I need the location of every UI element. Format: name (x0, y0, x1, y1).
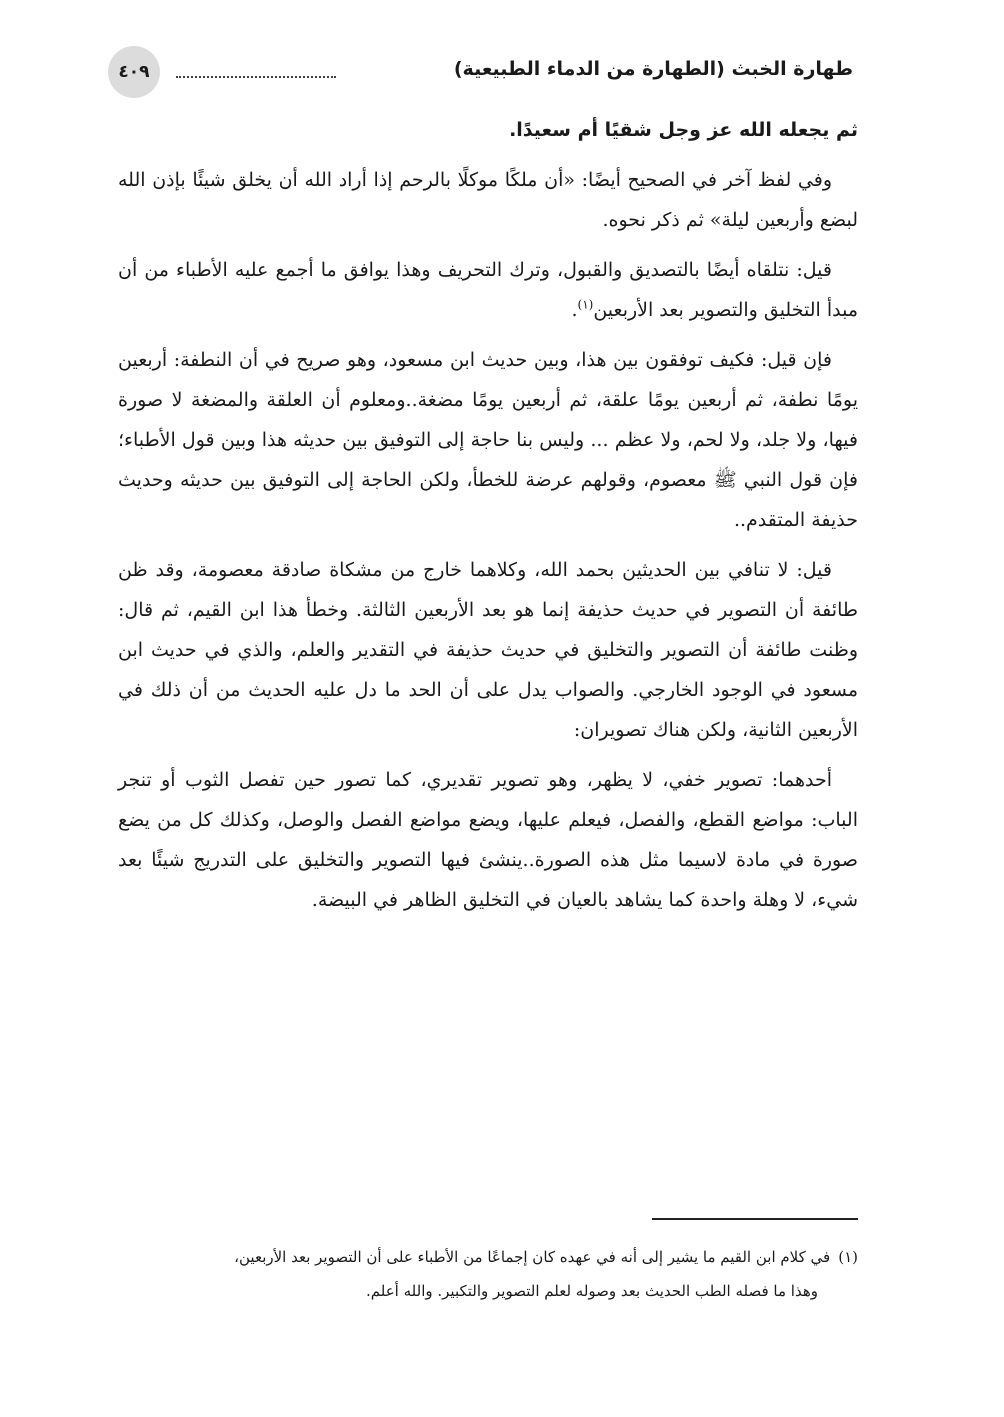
footnote (140, 1240, 858, 1308)
main-text (118, 110, 858, 930)
paragraph: وفي لفظ آخر في الصحيح أيضًا: «أن ملكًا موكلًا بالرحم إذا أراد الله أن يخلق شيئًا بإذن الله لبضع وأربعين ليلة» ثم ذكر نحوه. (118, 169, 858, 231)
footnote-reference[interactable]: (١) (577, 297, 594, 312)
header-leader-dots (176, 76, 336, 78)
footnote-line: وهذا ما فصله الطب الحديث بعد وصوله لعلم التصوير والتكبير. والله أعلم. (366, 1282, 818, 1300)
paragraph-continuation: ثم يجعله الله عز وجل شقيًا أم سعيدًا. (509, 119, 858, 141)
paragraph-text: قيل: نتلقاه أيضًا بالتصديق والقبول، وترك التحريف وهذا يوافق ما أجمع عليه الأطباء من أن مبدأ التخليق والتصوير بعد الأربعين (118, 259, 858, 321)
paragraph: قيل: لا تنافي بين الحديثين بحمد الله، وكلاهما خارج من مشكاة صادقة معصومة، وقد ظن طائفة أن التصوير في حديث حذيفة إنما هو بعد الأربعين الثالثة. وخطأ هذا ابن القيم، ثم قال: وظنت طائفة أن التصوير والتخليق في حديث حذيفة في التقدير والعلم، والذي في حديث ابن مسعود في الوجود الخارجي. والصواب يدل على أن الحد ما دل عليه الحديث من أن ذلك في الأربعين الثانية، ولكن هناك تصويران: (118, 559, 858, 741)
footnote-text: في كلام ابن القيم ما يشير إلى أنه في عهده كان إجماعًا من الأطباء على أن التصوير بعد الأربعين، (234, 1248, 831, 1266)
footnote-line (140, 1240, 858, 1274)
page-header (108, 44, 853, 100)
footnote-marker: (١) (838, 1248, 858, 1266)
paragraph: أحدهما: تصوير خفي، لا يظهر، وهو تصوير تقديري، كما تصور حين تفصل الثوب أو تنجر الباب: مواضع القطع، والفصل، فيعلم عليها، ويضع مواضع الفصل والوصل، وكذلك كل من يضع صورة في مادة لاسيما مثل هذه الصورة..ينشئ فيها التصوير والتخليق على التدريج شيئًا بعد شيء، لا وهلة واحدة كما يشاهد بالعيان في التخليق الظاهر في البيضة. (118, 769, 858, 911)
footnote-separator (652, 1218, 858, 1220)
paragraph-end: . (571, 299, 578, 321)
paragraph: فإن قيل: فكيف توفقون بين هذا، وبين حديث ابن مسعود، وهو صريح في أن النطفة: أربعين يومًا نطفة، ثم أربعين يومًا علقة، ثم أربعين يومًا مضغة..ومعلوم أن العلقة والمضغة لا صورة فيها، ولا جلد، ولا لحم، ولا عظم ... وليس بنا حاجة إلى التوفيق بين حديثه هذا وبين قول الأطباء؛ فإن قول النبي ﷺ معصوم، وقولهم عرضة للخطأ، ولكن الحاجة إلى التوفيق بين حديثه وحديث حذيفة المتقدم.. (118, 349, 858, 531)
running-title: طهارة الخبث (الطهارة من الدماء الطبيعية) (453, 58, 853, 80)
paragraph-with-footnote-ref (118, 250, 858, 330)
page-number: ٤٠٩ (108, 46, 160, 98)
